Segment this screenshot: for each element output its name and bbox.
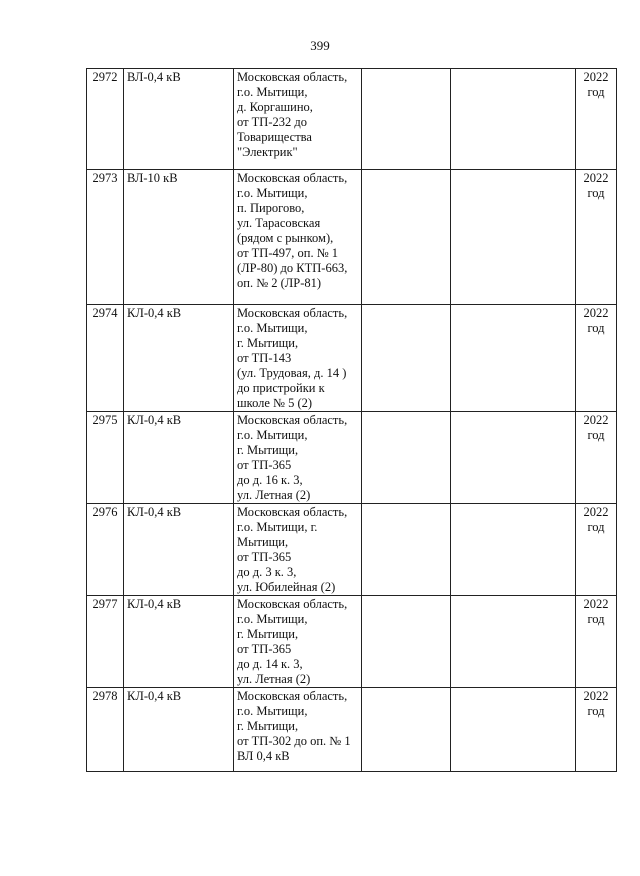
- line-address: Московская область, г.о. Мытищи, г. Мытищи, от ТП-302 до оп. № 1 ВЛ 0,4 кВ: [234, 688, 362, 772]
- year-cell: 2022 год: [576, 305, 617, 412]
- row-number: 2977: [87, 596, 124, 688]
- line-type: ВЛ-10 кВ: [124, 170, 234, 305]
- column-5-cell: [451, 412, 576, 504]
- column-4-cell: [362, 688, 451, 772]
- register-table: [86, 68, 617, 772]
- line-address: Московская область, г.о. Мытищи, д. Коргашино, от ТП-232 до Товарищества "Электрик": [234, 69, 362, 170]
- year-cell: 2022 год: [576, 596, 617, 688]
- column-5-cell: [451, 504, 576, 596]
- row-number: 2974: [87, 305, 124, 412]
- row-number: 2973: [87, 170, 124, 305]
- line-type: КЛ-0,4 кВ: [124, 305, 234, 412]
- column-5-cell: [451, 305, 576, 412]
- table-row: [87, 170, 617, 305]
- page-number: 399: [310, 38, 330, 53]
- column-5-cell: [451, 170, 576, 305]
- year-cell: 2022 год: [576, 688, 617, 772]
- column-4-cell: [362, 596, 451, 688]
- column-4-cell: [362, 305, 451, 412]
- column-4-cell: [362, 69, 451, 170]
- year-cell: 2022 год: [576, 504, 617, 596]
- column-4-cell: [362, 170, 451, 305]
- column-4-cell: [362, 504, 451, 596]
- line-address: Московская область, г.о. Мытищи, г. Мытищи, от ТП-365 до д. 3 к. 3, ул. Юбилейная (2): [234, 504, 362, 596]
- row-number: 2978: [87, 688, 124, 772]
- line-type: КЛ-0,4 кВ: [124, 688, 234, 772]
- column-5-cell: [451, 69, 576, 170]
- line-type: КЛ-0,4 кВ: [124, 412, 234, 504]
- line-type: КЛ-0,4 кВ: [124, 596, 234, 688]
- table-row: [87, 596, 617, 688]
- line-address: Московская область, г.о. Мытищи, г. Мытищи, от ТП-365 до д. 16 к. 3, ул. Летная (2): [234, 412, 362, 504]
- line-address: Московская область, г.о. Мытищи, п. Пирогово, ул. Тарасовская (рядом с рынком), от ТП-497, оп. № 1 (ЛР-80) до КТП-663, оп. № 2 (ЛР-81): [234, 170, 362, 305]
- row-number: 2972: [87, 69, 124, 170]
- column-4-cell: [362, 412, 451, 504]
- year-cell: 2022 год: [576, 412, 617, 504]
- table-row: [87, 504, 617, 596]
- row-number: 2976: [87, 504, 124, 596]
- line-type: КЛ-0,4 кВ: [124, 504, 234, 596]
- table-row: [87, 688, 617, 772]
- year-cell: 2022 год: [576, 69, 617, 170]
- year-cell: 2022 год: [576, 170, 617, 305]
- line-address: Московская область, г.о. Мытищи, г. Мытищи, от ТП-365 до д. 14 к. 3, ул. Летная (2): [234, 596, 362, 688]
- table-row: [87, 412, 617, 504]
- line-address: Московская область, г.о. Мытищи, г. Мытищи, от ТП-143 (ул. Трудовая, д. 14 ) до пристройки к школе № 5 (2): [234, 305, 362, 412]
- table-row: [87, 305, 617, 412]
- column-5-cell: [451, 596, 576, 688]
- row-number: 2975: [87, 412, 124, 504]
- line-type: ВЛ-0,4 кВ: [124, 69, 234, 170]
- column-5-cell: [451, 688, 576, 772]
- table-row: [87, 69, 617, 170]
